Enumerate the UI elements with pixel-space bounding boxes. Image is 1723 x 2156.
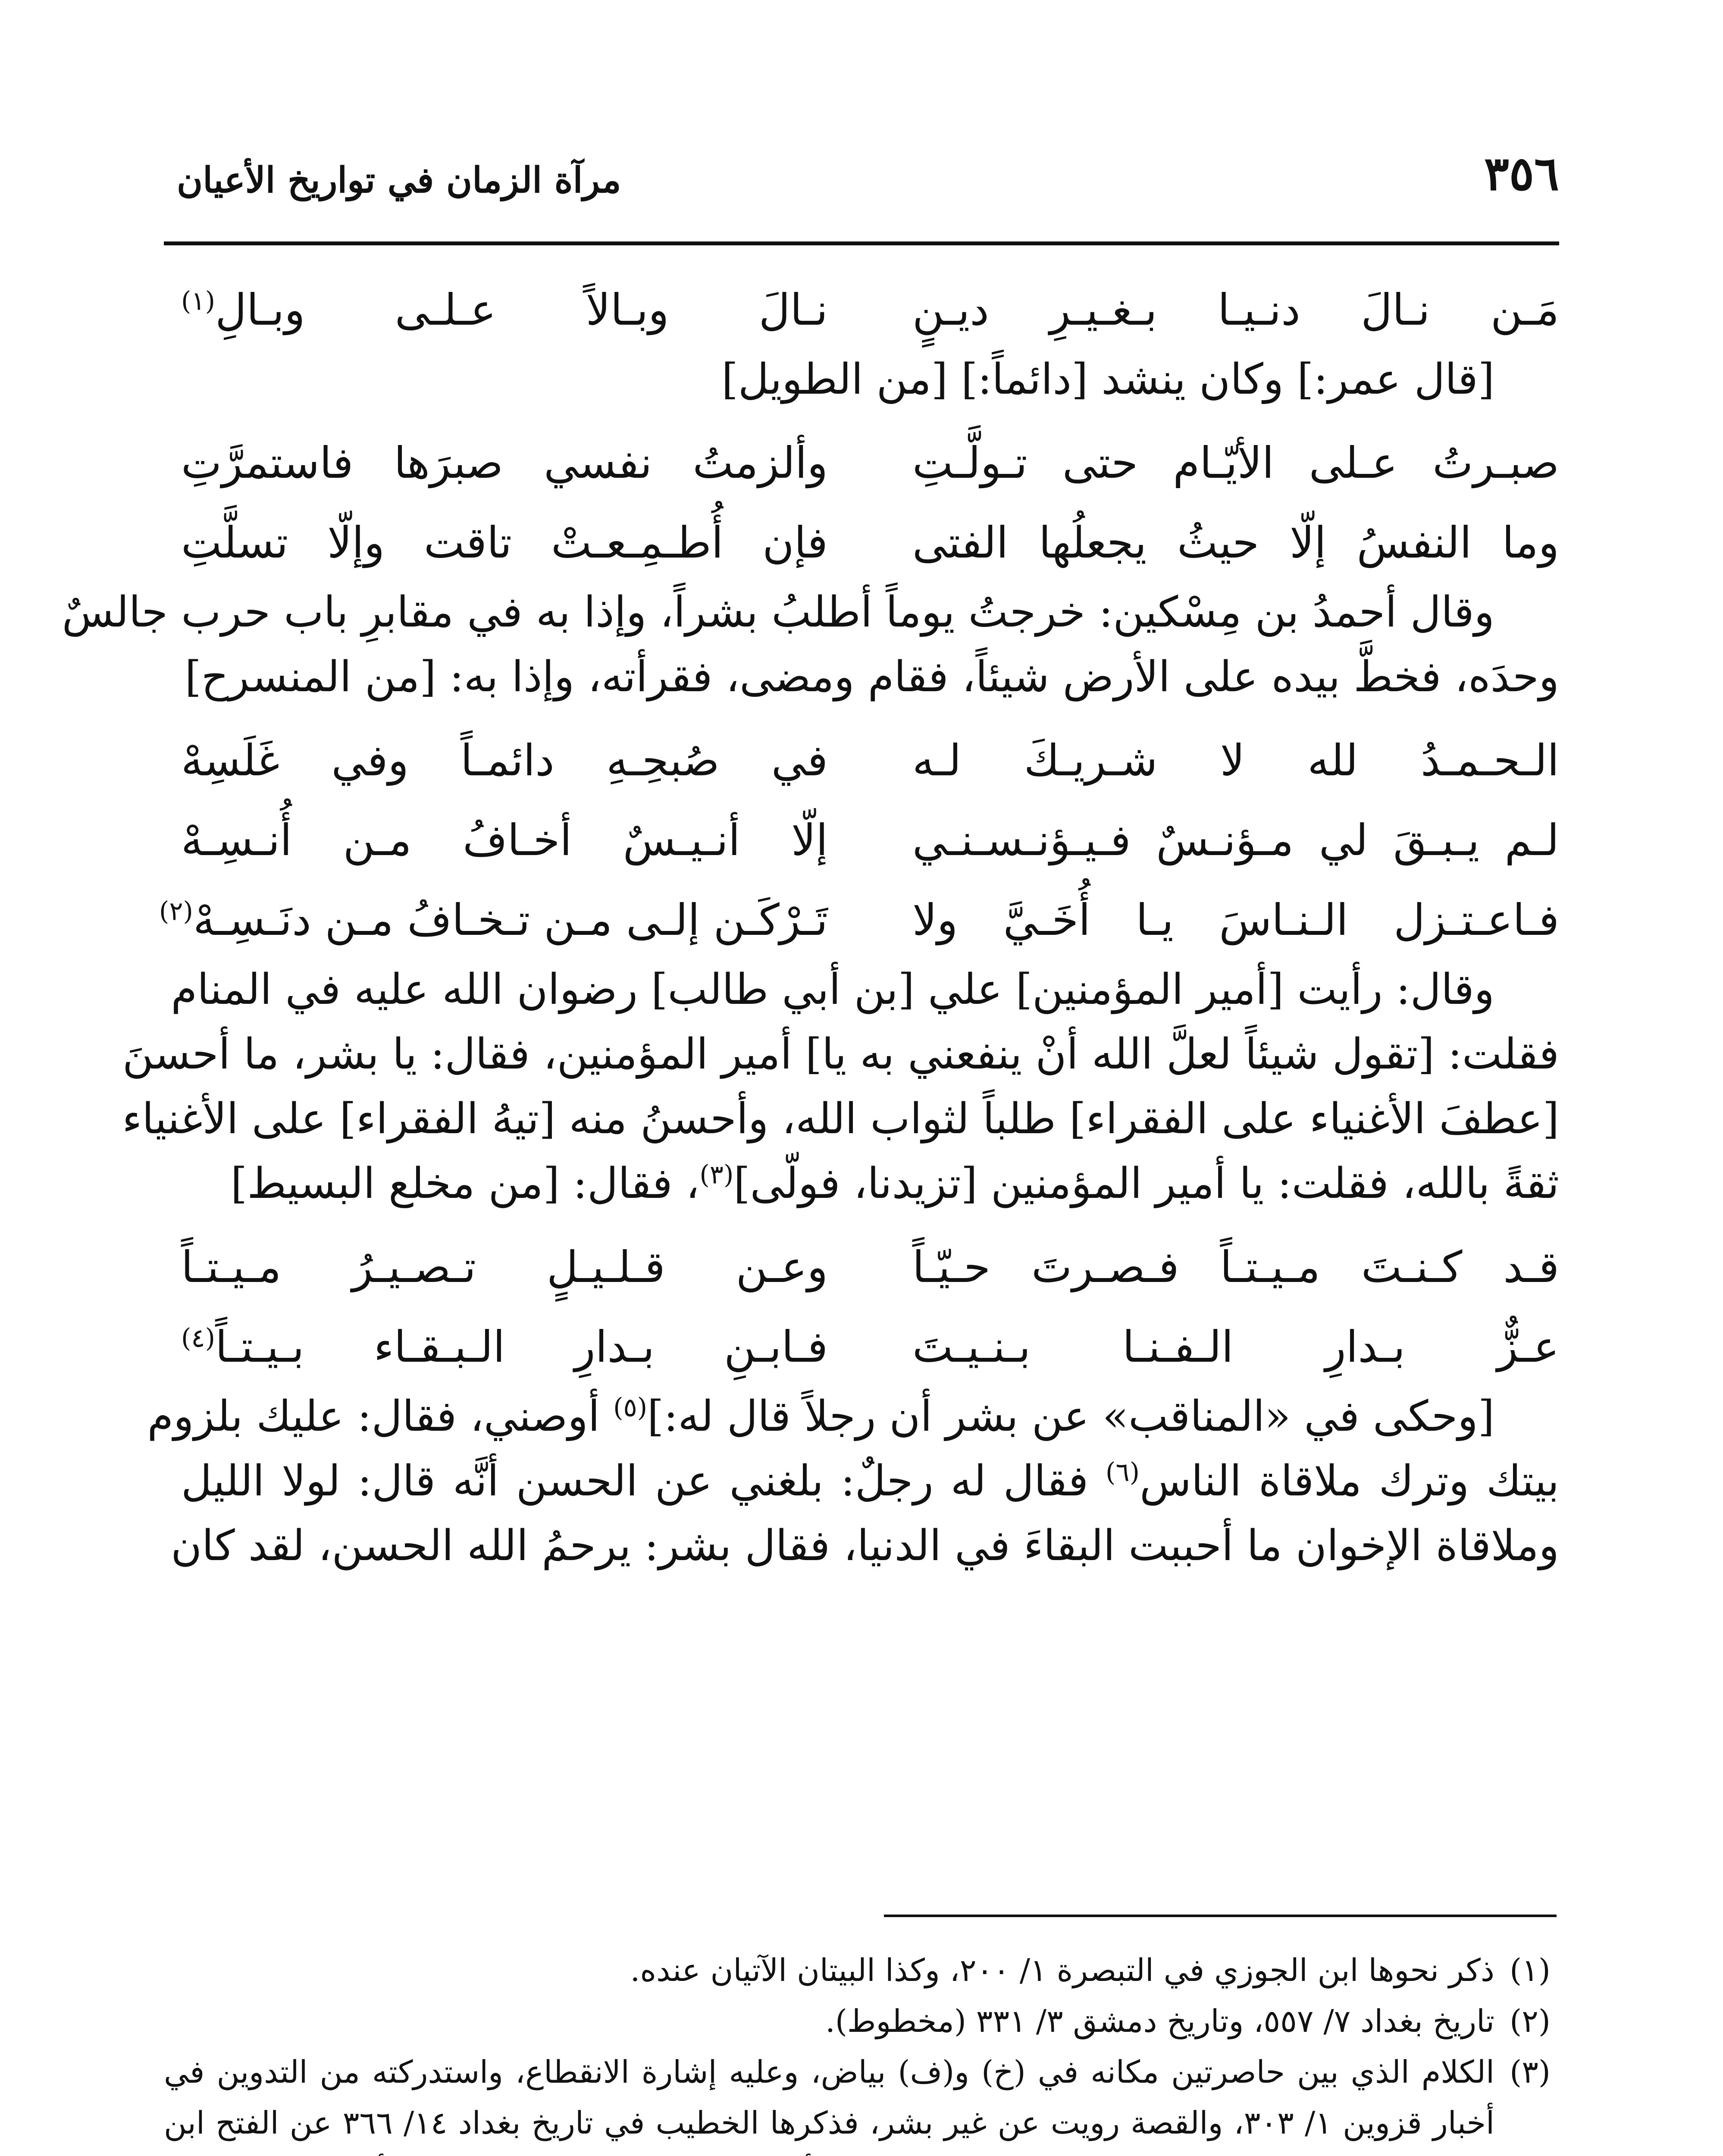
footnote-marker: (٤) xyxy=(181,1323,216,1354)
verse-hemistich-second: وألزمتُ نفسي صبرَها فاستمرَّتِ xyxy=(181,438,828,488)
verse-hemistich-second: في صُبحِـهِ دائمـاً وفي غَلَسِهْ xyxy=(181,735,828,786)
verse-line xyxy=(181,500,1559,580)
verse-hemistich-first: قـد كـنـتَ مـيـتـاً فـصـرتَ حـيّـاً xyxy=(912,1242,1559,1292)
footnote-number: (٢) xyxy=(1510,2003,1551,2039)
paragraph-ali-line: [عطفَ الأغنياء على الفقراء] طلباً لثواب الله، وأحسنُ منه [تيهُ الفقراء] على الأغنياء xyxy=(122,1094,1559,1144)
footnote xyxy=(164,1945,1551,1996)
verse-hemistich-second: فـابـنِ بـدارِ الـبـقـاء بـيـتـاً$^{(٤)}$ xyxy=(181,1322,828,1372)
paragraph-ahmad-line: وحدَه، فخطَّ بيده على الأرض شيئاً، فقام ومضى، فقرأته، وإذا به: [من المنسرح] xyxy=(185,652,1559,702)
verse-line xyxy=(159,877,1559,957)
footnotes xyxy=(164,1945,1551,2156)
footnote-separator xyxy=(884,1915,1557,1917)
running-title: مرآة الزمان في تواريخ الأعيان xyxy=(177,160,621,201)
verse-line xyxy=(181,420,1559,500)
main-text xyxy=(62,267,1560,1578)
verse-hemistich-second: فإن أُطـمِـعـتْ تاقت وإلّا تسلَّتِ xyxy=(181,517,828,568)
footnote-text: الكلام الذي بين حاصرتين مكانه في (خ) و(ف) بياض، وعليه إشارة الانقطاع، واستدركته من التدوين في أخبار قزوين ١/ ٣٠٣، والقصة رويت عن غير بشر، فذكرها الخطيب في تاريخ بغداد ١٤/ ٣٦٦ عن الفتح ابن xyxy=(164,2054,1494,2141)
verse-hemistich-second: إلّا أنـيـسٌ أخـافُ مـن أُنـسِـهْ xyxy=(181,815,828,865)
verse-line xyxy=(181,1304,1559,1384)
verse-hemistich-first: لـم يـبـقَ لي مـؤنـسٌ فـيـؤنـسـنـي xyxy=(912,815,1559,865)
verse-line xyxy=(181,1225,1559,1304)
paragraph-ahmad-line: وقال أحمدُ بن مِسْكين: خرجتُ يوماً أطلبُ بشراً، وإذا به في مقابرِ باب حرب جالسٌ xyxy=(62,588,1494,637)
footnote xyxy=(164,1996,1551,2046)
page-number: ٣٥٦ xyxy=(1484,147,1559,201)
footnote-number: (١) xyxy=(1510,1952,1551,1988)
verse-hemistich-second: تَـرْكَـن إلـى مـن تـخـافُ مـن دنَـسِـهْ$^{(٢)}$ xyxy=(159,895,828,945)
footnote-marker: (١) xyxy=(181,286,216,317)
footnote-text: تاريخ بغداد ٧/ ٥٥٧، وتاريخ دمشق ٣/ ٣٣١ (مخطوط). xyxy=(825,2003,1494,2039)
verse-hemistich-first: صبـرتُ عـلى الأيّـام حتى تـولَّـتِ xyxy=(912,438,1559,488)
paragraph-ali-line: وقال: رأيت [أمير المؤمنين] علي [بن أبي طالب] رضوان الله عليه في المنام xyxy=(171,965,1494,1014)
verse-line xyxy=(181,718,1559,798)
footnote-text: ذكر نحوها ابن الجوزي في التبصرة ١/ ٢٠٠، وكذا البيتان الآتيان عنده. xyxy=(630,1952,1494,1988)
paragraph-manaqib-line: وملاقاة الإخوان ما أحببت البقاءَ في الدنيا، فقال بشر: يرحمُ الله الحسن، لقد كان xyxy=(171,1521,1559,1570)
footnote-marker: (٥) xyxy=(613,1392,648,1423)
header-rule xyxy=(164,241,1559,245)
verse-line xyxy=(181,267,1559,347)
verse-hemistich-second: وعـن قـلـيـلٍ تـصـيـرُ مـيـتـاً xyxy=(181,1242,828,1292)
verse-hemistich-first: عـزٌّ بـدارِ الـفـنـا بـنـيـتَ xyxy=(912,1322,1559,1372)
verse-hemistich-first: الـحـمـدُ لله لا شـريـكَ لـه xyxy=(912,735,1559,786)
paragraph-ali-line: فقلت: [تقول شيئاً لعلَّ الله أنْ ينفعني به يا] أمير المؤمنين، فقال: يا بشر، ما أحسنَ xyxy=(122,1030,1559,1079)
paragraph-manaqib-line: بيتك وترك ملاقاة الناس$^{(٦)}$ فقال له رجلٌ: بلغني عن الحسن أنَّه قال: لولا الليل xyxy=(181,1457,1560,1506)
paragraph-umar: [قال عمر:] وكان ينشد [دائماً:] [من الطويل] xyxy=(721,355,1494,404)
paragraph-manaqib-line: [وحكى في «المناقب» عن بشر أن رجلاً قال له:]$^{(٥)}$ أوصني، فقال: عليك بلزوم xyxy=(147,1392,1494,1441)
footnote-marker: (٢) xyxy=(159,896,193,927)
running-header xyxy=(164,129,1559,229)
footnote xyxy=(164,2046,1551,2156)
verse-hemistich-second: نـالَ وبـالاً عـلـى وبـالِ$^{(١)}$ xyxy=(181,285,828,335)
verse-hemistich-first: مَـن نـالَ دنـيـا بـغـيـرِ ديـنٍ xyxy=(912,285,1559,335)
verse-hemistich-first: وما النفسُ إلّا حيثُ يجعلُها الفتى xyxy=(912,517,1559,568)
verse-hemistich-first: فـاعـتـزل الـنـاسَ يـا أُخَـيَّ ولا xyxy=(912,895,1559,945)
footnote-marker: (٣) xyxy=(699,1159,734,1190)
footnote-marker: (٦) xyxy=(1106,1457,1140,1488)
verse-line xyxy=(181,798,1559,877)
footnote-number: (٣) xyxy=(1510,2054,1551,2090)
paragraph-ali-line: ثقةً بالله، فقلت: يا أمير المؤمنين [تزيدنا، فولّى]$^{(٣)}$، فقال: [من مخلع البسيط] xyxy=(230,1159,1559,1208)
